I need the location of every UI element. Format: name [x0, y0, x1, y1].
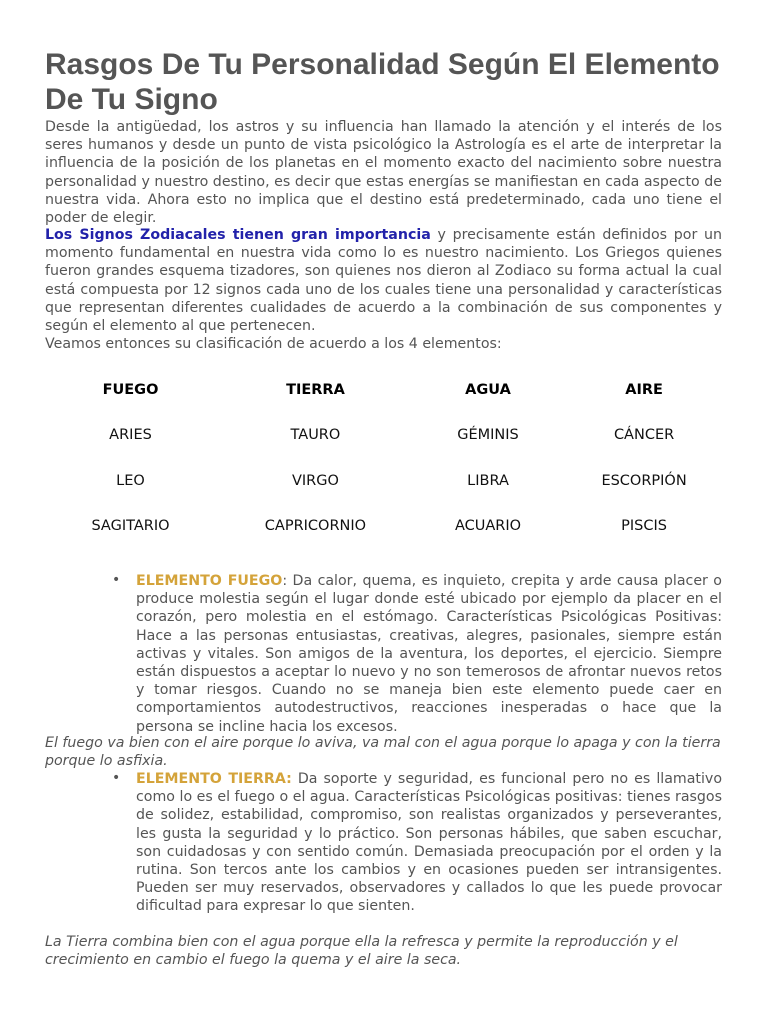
element-fuego-note: El fuego va bien con el aire porque lo aviva, va mal con el agua porque lo apaga y con la tierra porque lo asfixia.	[45, 735, 721, 770]
element-label-separator: :	[282, 573, 288, 589]
table-cell: ESCORPIÓN	[601, 472, 687, 489]
page-title: Rasgos De Tu Personalidad Según El Elemento De Tu Signo	[45, 48, 720, 116]
classification-paragraph: Veamos entonces su clasificación de acuerdo a los 4 elementos:	[45, 336, 502, 352]
element-label: ELEMENTO TIERRA:	[136, 771, 292, 787]
table-header: FUEGO	[102, 381, 159, 398]
bullet-icon: •	[112, 572, 121, 588]
table-row	[50, 504, 732, 550]
table-row	[50, 458, 732, 504]
element-description: Da soporte y seguridad, es funcional pero no es llamativo como lo es el fuego o el agua. Características Psicológicas positivas: tienes rasgos de solidez, estabilidad, compromiso, son realistas organizados y perseverantes, les gusta la seguridad y lo práctico. Son personas hábiles, que saben escuchar, son cuidadosas y con sentido común. Demasiada preocupación por el orden y la rutina. Son tercos ante los cambios y en ocasiones pueden ser intransigentes. Pueden ser muy reservados, observadores y callados lo que les puede provocar dificultad para expresar lo que sienten.	[136, 771, 722, 915]
table-cell: CÁNCER	[613, 427, 675, 444]
table-cell: TAURO	[290, 427, 341, 444]
signs-paragraph	[45, 226, 722, 335]
table-cell: CAPRICORNIO	[264, 518, 367, 535]
table-cell: ARIES	[109, 427, 152, 444]
table-header: AIRE	[625, 381, 663, 398]
table-header-row	[50, 367, 732, 413]
signs-link[interactable]: Los Signos Zodiacales tienen gran importancia	[45, 227, 431, 243]
table-cell: LIBRA	[467, 472, 509, 489]
element-fuego-item	[136, 572, 722, 736]
table-cell: PISCIS	[621, 518, 667, 535]
table-row	[50, 413, 732, 459]
intro-paragraph: Desde la antigüedad, los astros y su influencia han llamado la atención y el interés de los seres humanos y desde un punto de vista psicológico la Astrología es el arte de interpretar la influencia de la posición de los planetas en el momento exacto del nacimiento sobre nuestra personalidad y nuestro destino, es decir que estas energías se manifiestan en cada aspecto de nuestra vida. Ahora esto no implica que el destino está predeterminado, cada uno tiene el poder de elegir.	[45, 119, 722, 227]
element-tierra-note: La Tierra combina bien con el agua porque ella la refresca y permite la reproducción y el crecimiento en cambio el fuego la quema y el aire la seca.	[45, 934, 678, 969]
table-cell: LEO	[116, 472, 145, 489]
table-cell: VIRGO	[291, 472, 339, 489]
table-cell: GÉMINIS	[457, 427, 519, 444]
table-header: TIERRA	[286, 381, 345, 398]
table-cell: SAGITARIO	[91, 518, 170, 535]
element-tierra-item	[136, 770, 722, 916]
table-header: AGUA	[465, 381, 511, 398]
element-description: Da calor, quema, es inquieto, crepita y arde causa placer o produce molestia según el lugar donde esté ubicado por ejemplo da placer en el corazón, pero molestia en el estómago. Características Psicológicas Positivas: Hace a las personas entusiastas, creativas, alegres, pasionales, siempre están activas y vitales. Son amigos de la aventura, los deportes, el ejercicio. Siempre están dispuestos a aceptar lo nuevo y no son temerosos de afrontar nuevos retos y tomar riesgos. Cuando no se maneja bien este elemento puede caer en comportamientos autodestructivos, reacciones inesperadas o hace que la persona se incline hacia los excesos.	[136, 573, 722, 735]
element-label: ELEMENTO FUEGO	[136, 573, 283, 589]
table-cell: ACUARIO	[454, 518, 522, 535]
zodiac-table	[50, 367, 732, 549]
bullet-icon: •	[112, 770, 121, 786]
signs-text: y precisamente están definidos por un momento fundamental en nuestra vida como lo es nuestro nacimiento. Los Griegos quienes fueron grandes esquema tizadores, son quienes nos dieron al Zodiaco su forma actual la cual está compuesta por 12 signos cada uno de los cuales tiene una personalidad y características que representan diferentes cualidades de acuerdo a la combinación de sus componentes y según el elemento al que pertenecen.	[45, 227, 722, 335]
